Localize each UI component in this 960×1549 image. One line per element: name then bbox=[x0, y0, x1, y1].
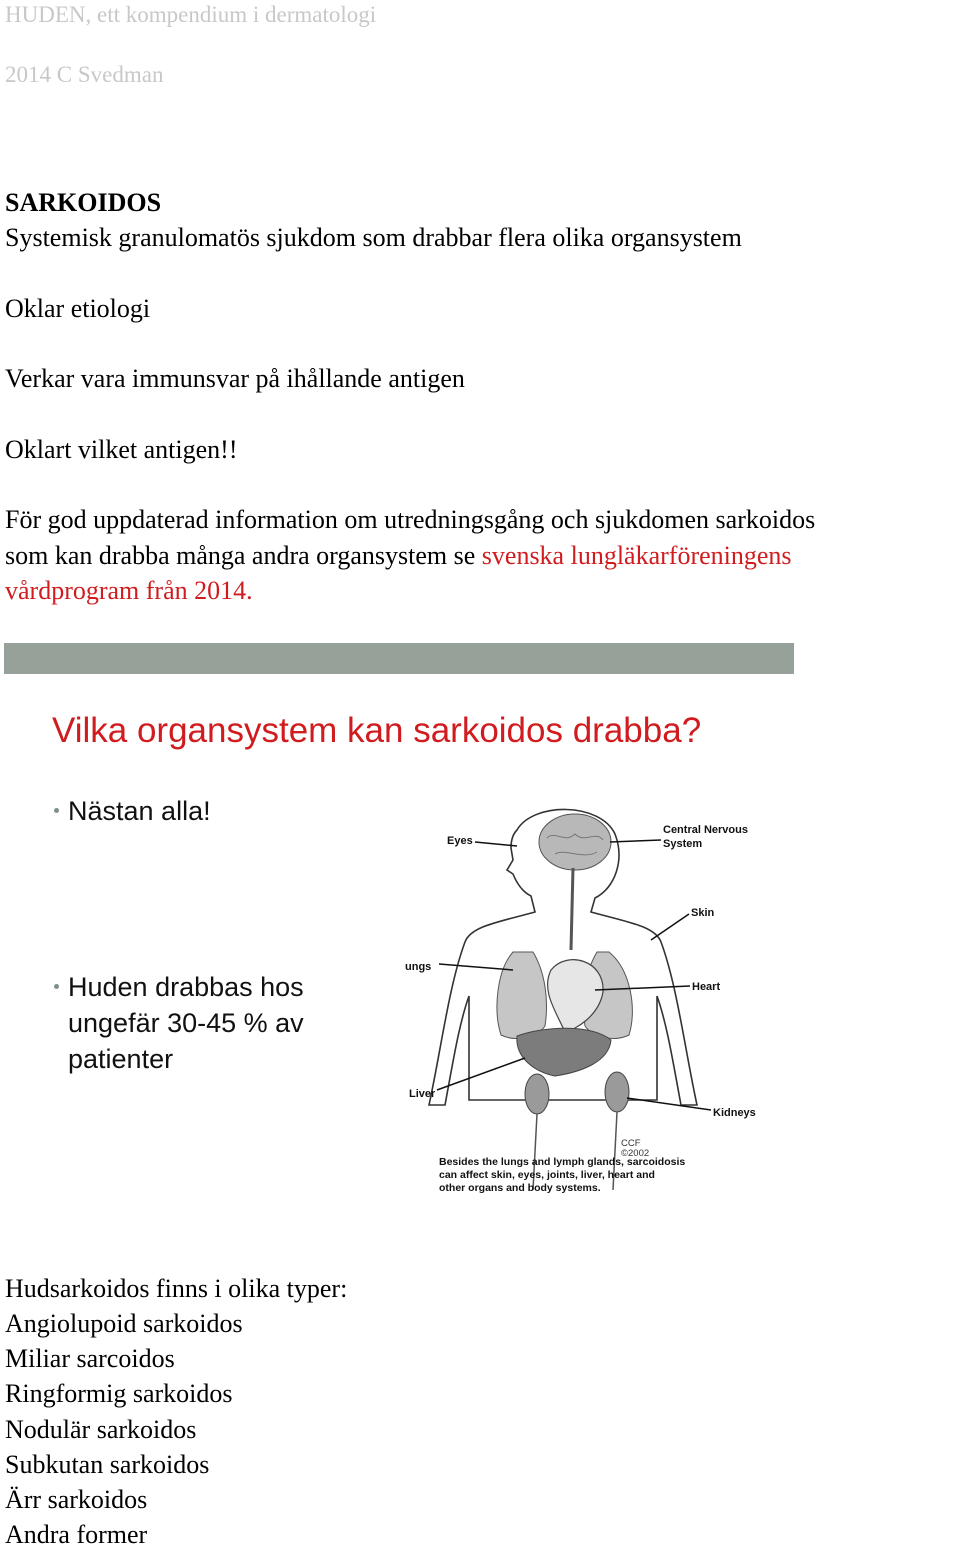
figure-copyright: ©2002 bbox=[621, 1148, 650, 1159]
figure-credit: CCF bbox=[621, 1138, 641, 1149]
figure-caption: can affect skin, eyes, joints, liver, heart and bbox=[439, 1169, 655, 1181]
slide-title: Vilka organsystem kan sarkoidos drabba? bbox=[52, 711, 702, 750]
label-heart: Heart bbox=[692, 981, 721, 993]
figure-caption: Besides the lungs and lymph glands, sarcoidosis bbox=[439, 1156, 686, 1168]
types-heading: Hudsarkoidos finns i olika typer: bbox=[5, 1274, 348, 1303]
bullet-text: ungefär 30-45 % av bbox=[68, 1008, 304, 1038]
slide-bullet bbox=[54, 969, 304, 1077]
bullet-text: patienter bbox=[68, 1044, 174, 1074]
intro-line: Systemisk granulomatös sjukdom som drabbar flera olika organsystem bbox=[5, 223, 742, 252]
type-list-item: Nodulär sarkoidos bbox=[5, 1415, 197, 1444]
slide-bullet bbox=[54, 793, 211, 829]
info-paragraph-line: För god uppdaterad information om utredningsgång och sjukdomen sarkoidos bbox=[5, 505, 816, 534]
label-kidneys: Kidneys bbox=[713, 1107, 756, 1119]
label-liver: Liver bbox=[409, 1088, 436, 1100]
label-skin: Skin bbox=[691, 907, 715, 919]
intro-line: Verkar vara immunsvar på ihållande antigen bbox=[5, 364, 465, 393]
label-eyes: Eyes bbox=[447, 835, 473, 847]
vardprogram-link[interactable]: vårdprogram från 2014. bbox=[5, 576, 253, 605]
vardprogram-link[interactable]: svenska lungläkarföreningens bbox=[481, 541, 792, 570]
bullet-text: Huden drabbas hos bbox=[68, 972, 304, 1002]
label-cns: Central Nervous bbox=[663, 824, 748, 836]
label-lungs: ungs bbox=[405, 961, 432, 973]
intro-line: Oklar etiologi bbox=[5, 294, 151, 323]
bullet-text: Nästan alla! bbox=[68, 796, 211, 826]
type-list-item: Ringformig sarkoidos bbox=[5, 1379, 233, 1408]
section-heading: SARKOIDOS bbox=[5, 188, 162, 217]
label-cns: System bbox=[663, 838, 703, 850]
organ-systems-illustration bbox=[405, 800, 765, 1200]
figure-caption: other organs and body systems. bbox=[439, 1182, 601, 1194]
type-list-item: Ärr sarkoidos bbox=[5, 1485, 148, 1514]
bullet-dot bbox=[54, 808, 59, 813]
document-header-title: HUDEN, ett kompendium i dermatologi bbox=[5, 2, 377, 27]
info-text: som kan drabba många andra organsystem se bbox=[5, 541, 482, 570]
type-list-item: Angiolupoid sarkoidos bbox=[5, 1309, 243, 1338]
type-list-item: Miliar sarcoidos bbox=[5, 1344, 175, 1373]
intro-line: Oklart vilket antigen!! bbox=[5, 435, 238, 464]
info-paragraph-line bbox=[5, 543, 792, 569]
bullet-dot bbox=[54, 984, 59, 989]
document-header-author: 2014 C Svedman bbox=[5, 62, 164, 87]
slide-header-bar bbox=[4, 643, 794, 674]
type-list-item: Andra former bbox=[5, 1520, 148, 1549]
type-list-item: Subkutan sarkoidos bbox=[5, 1450, 210, 1479]
